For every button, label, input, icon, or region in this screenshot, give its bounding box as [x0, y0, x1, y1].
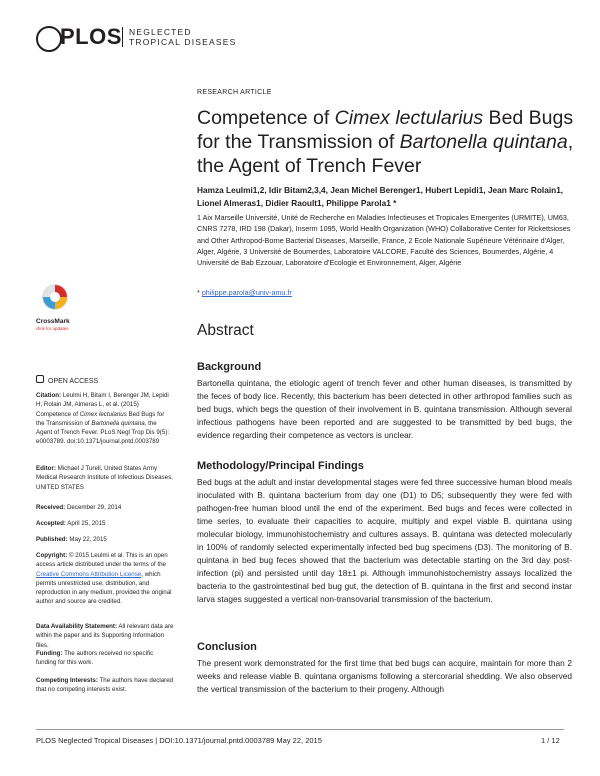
accepted-date: Accepted: April 25, 2015 [36, 520, 106, 527]
received-date: Received: December 29, 2014 [36, 504, 122, 511]
footer-divider [36, 729, 564, 730]
open-access: OPEN ACCESS [36, 375, 98, 385]
methods-text: Bed bugs at the adult and instar developmental stages were fed three successive human blood meals inoculated with B. quintana bacterium from day one (D1) to D5; subsequently they were fed with pathogen-free human blood until the end of the experiment. Bed bugs and feces were collected in time series, to evaluate their capacities to acquire, multiply and expel viable B. quintana using molecular biology, immunohistochemistry and cultures assays. B. quintana was detected molecularly in 100% of randomly selected experimentally infected bed bug specimens (D3). The monitoring of B. quintana in bed bug feces showed that the bacterium was detectable starting on the 3rd day post-infection (pi) and persisted until day 18±1 pi. Although immunohistochemistry assays localized the bacteria to the gastrointestinal bed bug gut, the detection of B. quintana in the first and second instar larva stages suggested a vertical non-transovarial transmission of the bacterium. [197, 477, 572, 604]
article-type: RESEARCH ARTICLE [197, 89, 272, 96]
journal-brand: PLOS [60, 24, 122, 49]
crossmark-icon[interactable] [38, 282, 72, 316]
article-title: Competence of Cimex lectularius Bed Bugs for the Transmission of Bartonella quintana, the Agent of Trench Fever [197, 107, 574, 177]
crossmark-sub[interactable]: click for updates [36, 326, 69, 331]
data-availability: Data Availability Statement: All relevant data are within the paper and its Supporting Information files. [36, 623, 174, 649]
journal-name [122, 27, 236, 47]
conclusion-heading: Conclusion [197, 641, 257, 653]
affiliations: 1 Aix Marseille Université, Unité de Recherche en Maladies Infectieuses et Tropicales Emergentes (URMITE), UM63, CNRS 7278, IRD 198 (Dakar), Inserm 1095, World Health Organization (WHO) Collaborative Center for Rickettsioses and Other Arthropod-Borne Bacterial Diseases, Marseille, France, 2 Ecole Nationale Supérieure Vétérinaire d'Alger, Alger, Algérie, 3 Université de Boumerdes, Laboratoire VALCORE, Faculté des Sciences, Boumerdes, Algérie, 4 Université de Bab Ezzouar, Laboratoire d'Ecologie et Environnement, Alger, Algérie [197, 213, 571, 268]
author-list: Hamza Leulmi1,2, Idir Bitam2,3,4, Jean Michel Berenger1, Hubert Lepidi1, Jean Marc Rolain1, Lionel Almeras1, Didier Raoult1, Philippe Parola1 * [197, 185, 564, 208]
crossmark-label: CrossMark [36, 318, 70, 325]
copyright: Copyright: © 2015 Leulmi et al. This is an open access article distributed under the terms of the Creative Commons Attribution License, which permits unrestricted use, distribution, and reproduction in any medium, provided the original author and source are credited. [36, 552, 172, 606]
background-text: Bartonella quintana, the etiologic agent of trench fever and other human diseases, is transmitted by the feces of body lice. Recently, this bacterium has been detected in other arthropod families such as bed bugs, which begs the question of their involvement in B. quintana transmission. Although several infectious pathogens have been reported and are suggested to be transmitted by bed bugs, the evidence regarding their competence as vectors is unclear. [197, 378, 572, 440]
journal-name-line1: NEGLECTED [129, 27, 192, 37]
citation: Citation: Leulmi H, Bitam I, Berenger JM, Lepidi H, Rolain JM, Almeras L, et al. (2015) Competence of Cimex lectularius Bed Bugs for the Transmission of Bartonella quintana, the Agent of Trench Fever. PLoS Negl Trop Dis 9(5): e0003789. doi:10.1371/journal.pntd.0003789 [36, 392, 170, 446]
published-date: Published: May 22, 2015 [36, 536, 107, 543]
editor: Editor: Michael J Turell, United States Army Medical Research Institute of Infectious Diseases, UNITED STATES [36, 465, 173, 491]
conclusion-text: The present work demonstrated for the first time that bed bugs can acquire, maintain for more than 2 weeks and release viable B. quintana organisms following a stercorarial shedding. We also observed the vertical transmission of the bacterium to their progeny. Although [197, 658, 572, 694]
background-heading: Background [197, 361, 262, 373]
page-number: 1 / 12 [541, 736, 560, 745]
open-lock-icon [36, 375, 44, 383]
plos-logo-icon [36, 26, 62, 52]
methods-heading: Methodology/Principal Findings [197, 460, 364, 472]
license-link[interactable]: Creative Commons Attribution License [36, 570, 142, 578]
footer-citation: PLOS Neglected Tropical Diseases | DOI:10.1371/journal.pntd.0003789 May 22, 2015 [36, 736, 322, 745]
competing-interests: Competing Interests: The authors have declared that no competing interests exist. [36, 677, 174, 694]
abstract-heading: Abstract [197, 322, 254, 339]
journal-name-line2: TROPICAL DISEASES [129, 37, 237, 47]
corresponding-email: * philippe.parola@univ-amu.fr [197, 288, 292, 297]
funding: Funding: The authors received no specific funding for this work. [36, 650, 154, 667]
email-link[interactable]: philippe.parola@univ-amu.fr [201, 288, 292, 297]
